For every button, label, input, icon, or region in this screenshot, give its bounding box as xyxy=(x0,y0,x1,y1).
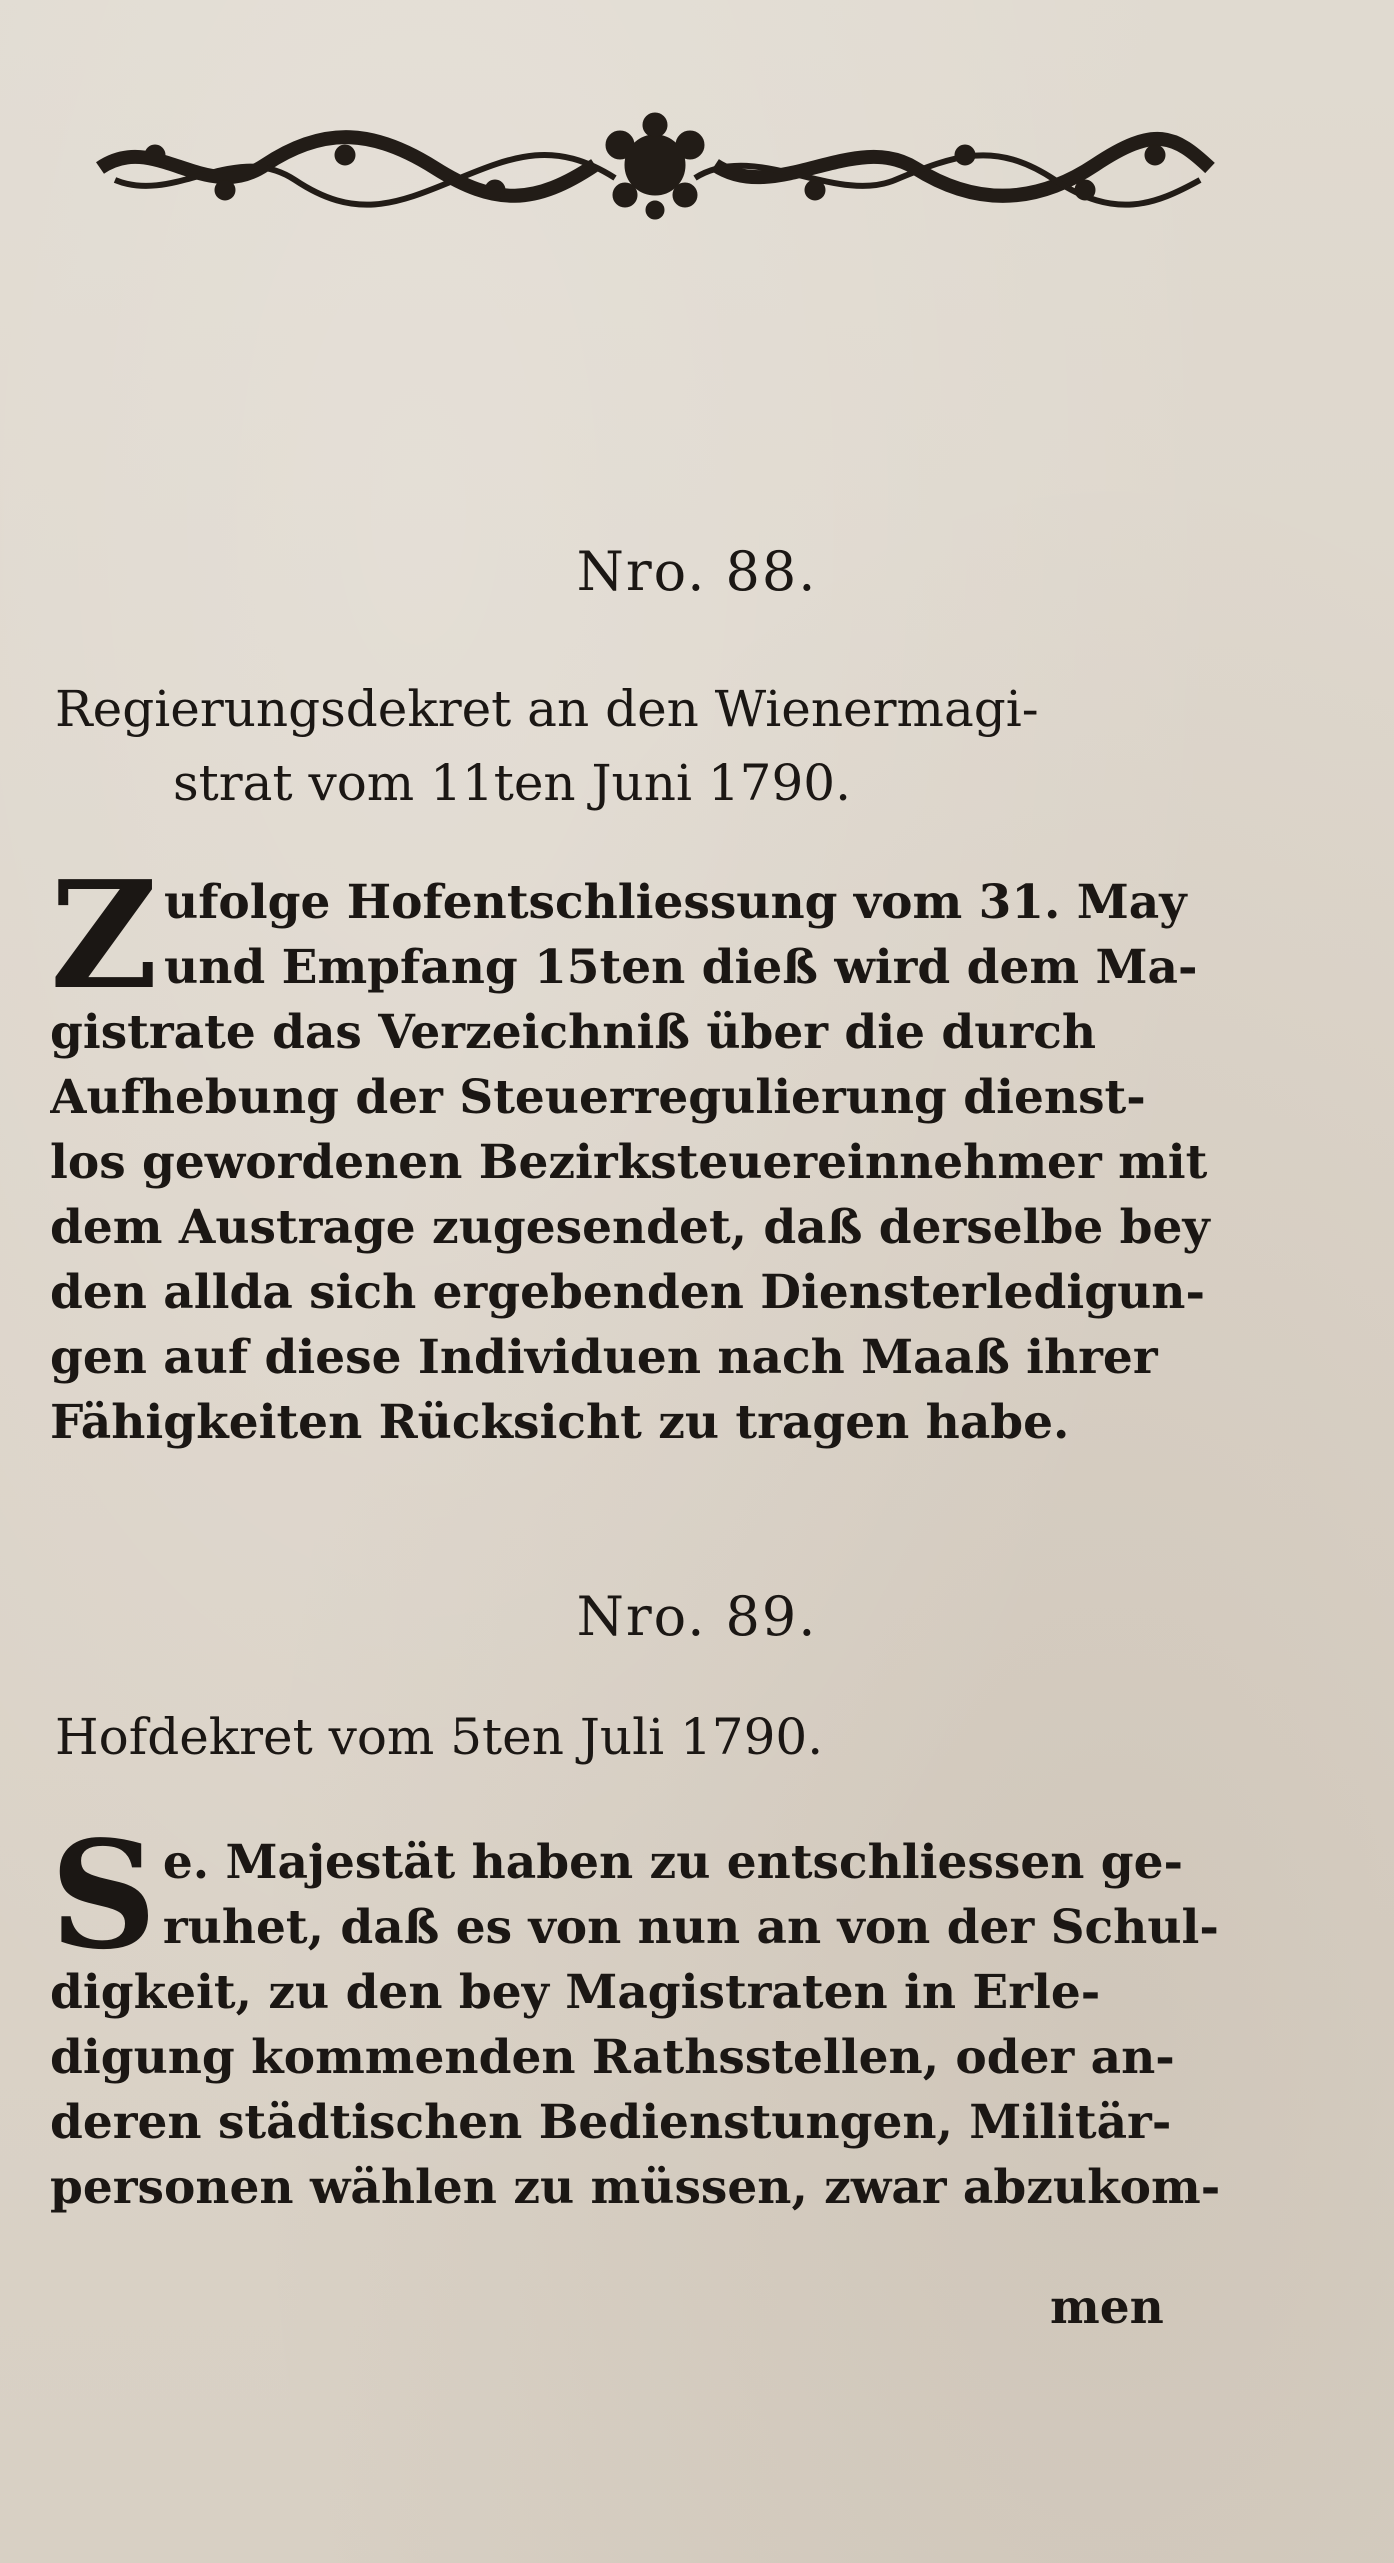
body-line: und Empfang 15ten dieß wird dem Ma- xyxy=(164,940,1198,995)
body-line: digung kommenden Rathsstellen, oder an- xyxy=(50,2030,1175,2085)
catchword: men xyxy=(1050,2280,1164,2335)
section-88-title-line: Regierungsdekret an den Wienermagi- xyxy=(55,680,1039,738)
body-line: los gewordenen Bezirksteuereinnehmer mit xyxy=(50,1135,1208,1190)
body-line: digkeit, zu den bey Magistraten in Erle- xyxy=(50,1965,1101,2020)
section-88-dropcap: Z xyxy=(50,848,159,1022)
body-line: gistrate das Verzeichniß über die durch xyxy=(50,1005,1097,1060)
section-88-number: Nro. 88. xyxy=(576,540,818,603)
section-88-title-line: strat vom 11ten Juni 1790. xyxy=(173,754,851,812)
body-line: personen wählen zu müssen, zwar abzukom- xyxy=(50,2160,1221,2215)
body-line: ufolge Hofentschliessung vom 31. May xyxy=(164,875,1187,930)
section-89-number: Nro. 89. xyxy=(576,1585,818,1648)
section-89-title xyxy=(55,1700,1285,1774)
section-89-title-line: Hofdekret vom 5ten Juli 1790. xyxy=(55,1708,824,1766)
decorative-ornament-band xyxy=(95,110,1215,230)
body-line: e. Majestät haben zu entschliessen ge- xyxy=(162,1835,1184,1890)
body-line: gen auf diese Individuen nach Maaß ihrer xyxy=(50,1330,1158,1385)
section-88-body xyxy=(50,848,1270,1455)
body-line: Fähigkeiten Rücksicht zu tragen habe. xyxy=(50,1395,1070,1450)
section-89-dropcap: S xyxy=(50,1808,157,1982)
body-line: deren städtischen Bedienstungen, Militär- xyxy=(50,2095,1172,2150)
body-line: ruhet, daß es von nun an von der Schul- xyxy=(162,1900,1219,1955)
body-line: dem Austrage zugesendet, daß derselbe bey xyxy=(50,1200,1210,1255)
section-88-title xyxy=(55,672,1285,820)
section-89-body xyxy=(50,1808,1270,2220)
body-line: Aufhebung der Steuerregulierung dienst- xyxy=(50,1070,1146,1125)
body-line: den allda sich ergebenden Diensterledigun- xyxy=(50,1265,1205,1320)
